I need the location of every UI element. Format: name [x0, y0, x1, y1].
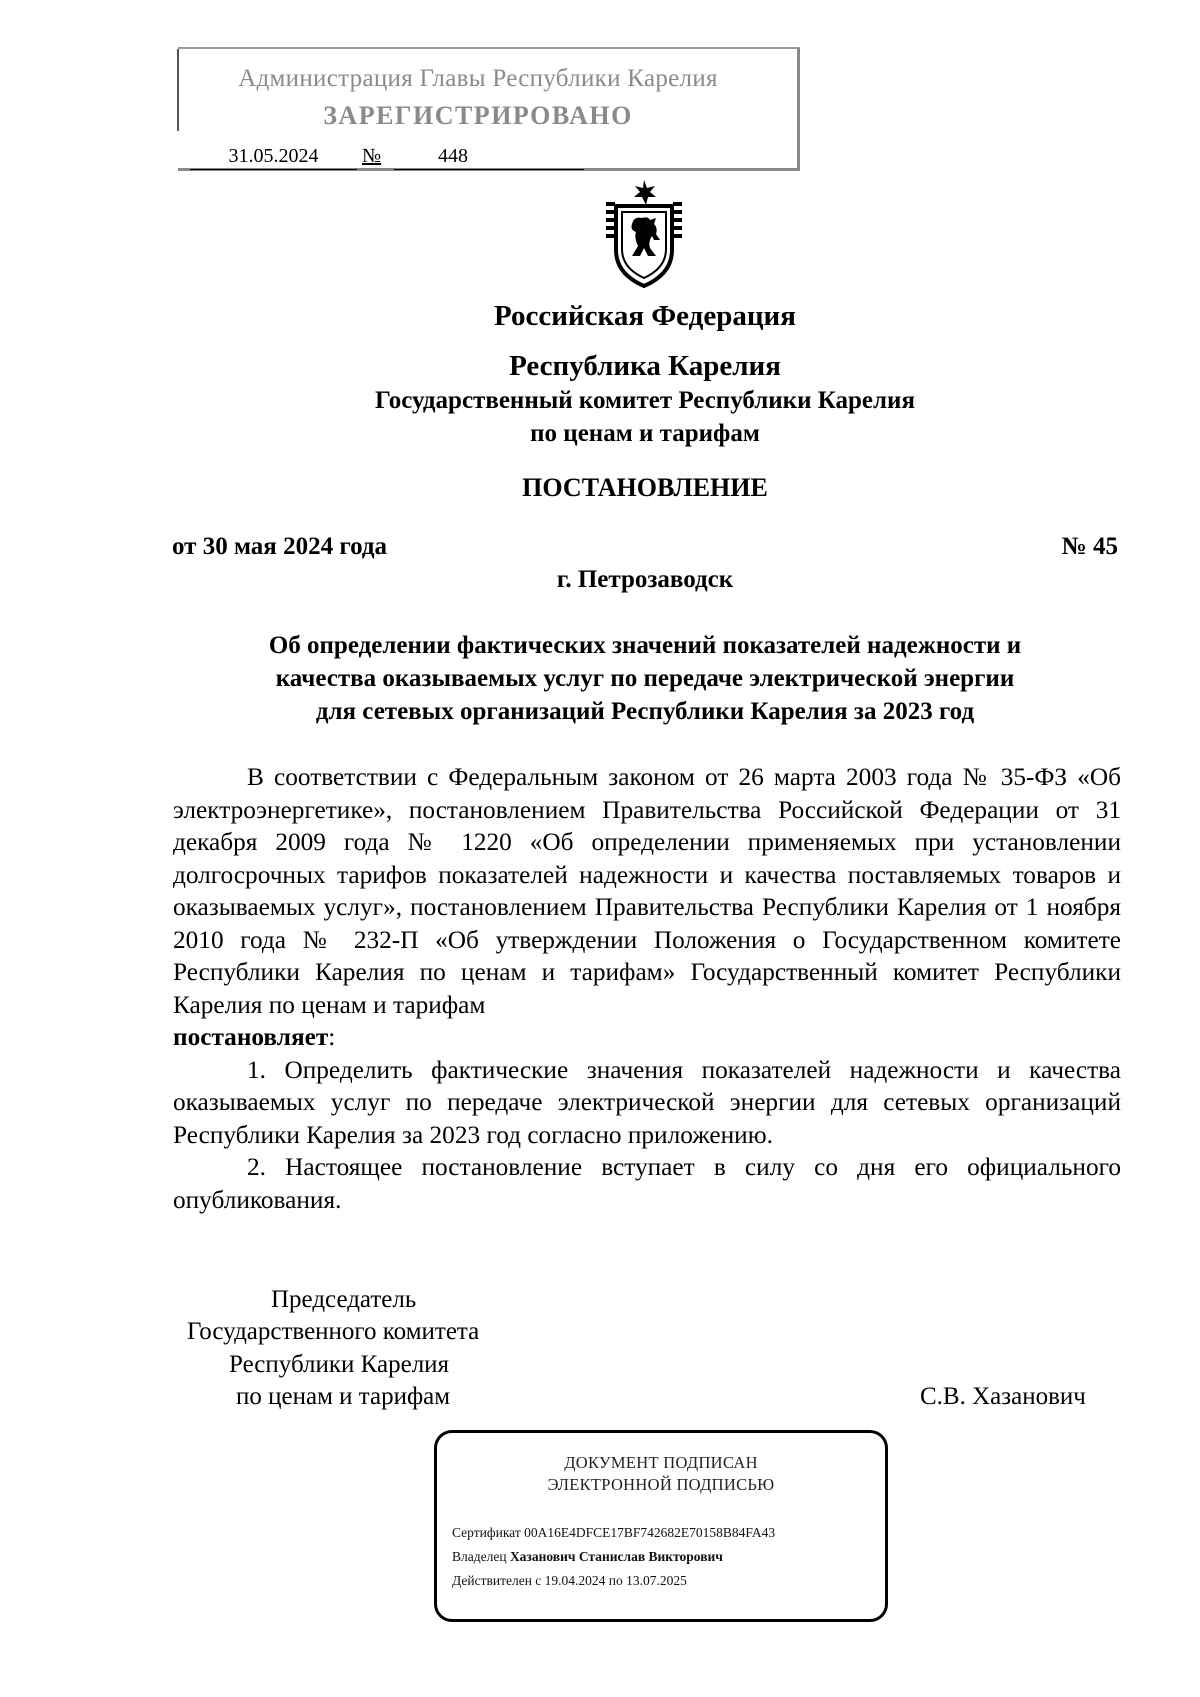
esig-heading-line2: ЭЛЕКТРОННОЙ ПОДПИСЬЮ	[547, 1475, 775, 1494]
item-1-paragraph: 1. Определить фактические значения показателей надежности и качества оказываемых услуг по передаче электрической энергии для сетевых организаций Республики Карелия за 2023 год согласно приложению.	[173, 1055, 1121, 1149]
document-body	[173, 761, 1121, 1216]
signatory-position-line1: Председатель	[271, 1286, 417, 1313]
registration-organization: Администрация Главы Республики Карелия	[238, 65, 718, 92]
committee-heading-line1: Государственный комитет Республики Карелия	[375, 387, 915, 414]
registration-status: ЗАРЕГИСТРИРОВАНО	[323, 101, 633, 130]
document-date: от 30 мая 2024 года	[172, 533, 387, 560]
document-type: ПОСТАНОВЛЕНИЕ	[522, 473, 768, 502]
esig-validity-row	[452, 1573, 687, 1589]
esig-valid-to-label: по	[608, 1573, 623, 1588]
country-heading: Российская Федерация	[494, 300, 796, 332]
esig-certificate-value: 00A16E4DFCE17BF742682E70158B84FA43	[524, 1525, 776, 1540]
registration-date: 31.05.2024	[190, 145, 357, 170]
signatory-name: С.В. Хазанович	[920, 1383, 1086, 1410]
registration-number-sign: №	[362, 145, 382, 167]
resolves-keyword: постановляет	[173, 1023, 329, 1051]
preamble-text: В соответствии с Федеральным законом от 26 марта 2003 года № 35-ФЗ «Об электроэнергетике», постановлением Правительства Российской Федерации от 31 декабря 2009 года № 1220 «Об определении применяемых при установлении долгосрочных тарифов показателей надежности и качества поставляемых товаров и оказываемых услуг», постановлением Правительства Республики Карелия от 1 ноября 2010 года № 232-П «Об утверждении Положения о Государственном комитете Республики Карелия по ценам и тарифам» Государственный комитет Республики Карелия по ценам и тарифам	[173, 763, 1121, 1019]
electronic-signature-stamp	[434, 1430, 888, 1622]
esig-owner-row	[452, 1549, 723, 1565]
esig-owner-value: Хазанович Станислав Викторович	[509, 1549, 723, 1564]
document-title-line3: для сетевых организаций Республики Карелия за 2023 год	[315, 698, 975, 725]
esig-owner-label: Владелец	[452, 1549, 507, 1564]
esig-valid-from-label: Действителен с	[452, 1573, 542, 1588]
document-title-line2: качества оказываемых услуг по передаче электрической энергии	[275, 665, 1015, 692]
republic-heading: Республика Карелия	[509, 350, 781, 382]
document-city: г. Петрозаводск	[556, 566, 734, 593]
esig-valid-from: 19.04.2024	[544, 1573, 606, 1588]
preamble-paragraph	[173, 761, 1121, 1054]
signatory-position-line4: по ценам и тарифам	[236, 1383, 451, 1410]
item-2-paragraph: 2. Настоящее постановление вступает в силу со дня его официального опубликования.	[173, 1153, 1121, 1214]
document-title-line1: Об определении фактических значений показателей надежности и	[268, 632, 1022, 659]
registration-number: 448	[394, 145, 584, 170]
committee-heading-line2: по ценам и тарифам	[530, 420, 760, 447]
signatory-position-line2: Государственного комитета	[187, 1318, 480, 1345]
signatory-position-line3: Республики Карелия	[229, 1351, 450, 1378]
document-number: № 45	[1061, 533, 1118, 560]
coat-of-arms-icon	[600, 178, 688, 290]
resolves-colon: :	[328, 1023, 336, 1051]
esig-certificate-label: Сертификат	[452, 1525, 521, 1540]
registration-stamp	[178, 47, 800, 171]
esig-heading-line1: ДОКУМЕНТ ПОДПИСАН	[564, 1453, 758, 1472]
esig-valid-to: 13.07.2025	[626, 1573, 687, 1588]
esig-certificate-row	[452, 1525, 775, 1541]
